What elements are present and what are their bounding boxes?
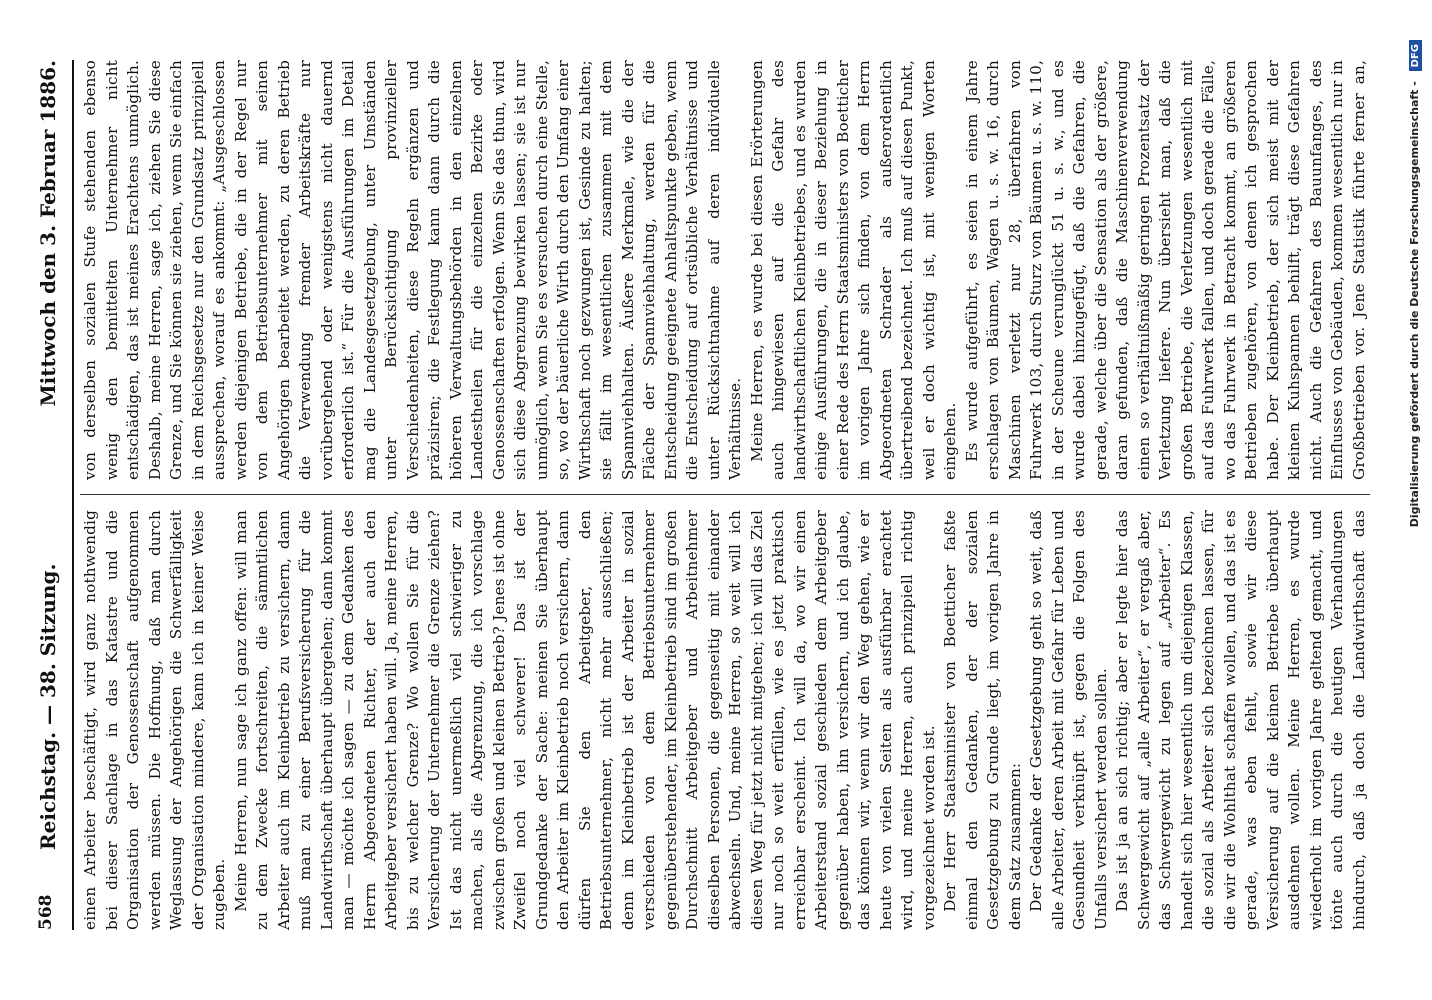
paragraph: Der Herr Staatsminister von Boetticher faßte einmal den Gedanken, der der sozialen Gesetzgebung zu Grunde liegt, im vorigen Jahre in dem Satz zusammen:	[941, 510, 1024, 930]
paragraph: Meine Herren, nun sage ich ganz offen: will man zu dem Zwecke fortschreiten, die sämmtlichen Arbeiter auch im Kleinbetrieb zu versichern, dann muß man zu einer Berufsversicherung für die Landwirthschaft überhaupt übergehen; dann kommt man — möchte ich sagen — zu dem Gedanken des Herrn Abgeordneten Richter, der auch den Arbeitgeber versichert haben will. Ja, meine Herren, bis zu welcher Grenze? Wo wollen Sie für die Versicherung der Unternehmer die Grenze ziehen? Ist das nicht unermeßlich viel schwieriger zu machen, als die Abgrenzung, die ich vorschlage zwischen großen und kleinen Betrieb? Jenes ist ohne Zweifel noch viel schwerer! Das ist der Grundgedanke der Sache: meinen Sie überhaupt den Arbeiter im Kleinbetrieb noch versichern, dann dürfen Sie den Arbeitgeber, den Betriebsunternehmer, nicht mehr ausschließen; denn im Kleinbetrieb ist der Arbeiter in sozial verschieden von dem Betriebsunternehmer gegenüberstehender, im Kleinbetrieb sind im großen Durchschnitt Arbeitgeber und Arbeitnehmer dieselben Personen, die gegenseitig mit einander abwechseln. Und, meine Herren, so weit will ich diesen Weg für jetzt nicht mitgehen; ich will das Ziel nur noch so weit erfüllen, wie es jetzt praktisch erreichbar erscheint. Ich will da, wo wir einen Arbeiterstand sozial geschieden dem Arbeitgeber gegenüber haben, ihn versichern, und ich glaube, das können wir, wenn wir den Weg gehen, wie er heute von vielen Seiten als ausführbar erachtet wird, und meine Herren, auch prinzipiell richtig vorgezeichnet worden ist.	[231, 510, 938, 930]
digitization-stamp	[1400, 0, 1432, 1000]
right-column	[80, 60, 1370, 480]
paragraph: von derselben sozialen Stufe stehenden ebenso wenig den bemittelten Unternehmer nicht entschädigen, das ist meines Erachtens unmöglich. Deshalb, meine Herren, sage ich, ziehen Sie diese Grenze, und Sie können sie ziehen, wenn Sie einfach in dem Reichsgesetze nur den Grundsatz prinzipiell aussprechen, worauf es ankommt: „Ausgeschlossen werden diejenigen Betriebe, die in der Regel nur von dem Betriebsunternehmer mit seinen Angehörigen bearbeitet werden, zu deren Betrieb die Verwendung fremder Arbeitskräfte nur vorübergehend oder wenigstens nicht dauernd erforderlich ist.“ Für die Ausführungen im Detail mag die Landesgesetzgebung, unter Umständen unter Berücksichtigung provinzieller Verschiedenheiten, diese Regeln ergänzen und präzisiren; die Festlegung kann dann durch die höheren Verwaltungsbehörden in den einzelnen Landestheilen für die einzelnen Bezirke oder Genossenschaften erfolgen. Wenn Sie das thun, wird sich diese Abgrenzung bewirken lassen; sie ist nur unmöglich, wenn Sie es versuchen durch eine Stelle, so, wo der bäuerliche Wirth durch den Umfang einer Wirthschaft noch gezwungen ist, Gesinde zu halten; sie fällt im wesentlichen zusammen mit dem Spannviehhalten. Äußere Merkmale, wie die der Fläche der Spannviehhaltung, werden für die Entscheidung geeignete Anhaltspunkte geben, wenn die Entscheidung auf ortsübliche Verhältnisse und unter Rücksichtnahme auf deren individuelle Verhältnisse.	[81, 60, 744, 480]
page-number: 568	[36, 894, 56, 930]
left-column	[80, 510, 1370, 930]
paragraph: Meine Herren, es wurde bei diesen Erörterungen auch hingewiesen auf die Gefahr des landwirthschaftlichen Kleinbetriebes, und es wurden einige Ausführungen, die in dieser Beziehung in einer Rede des Herrn Staatsministers von Boetticher im vorigen Jahre sich finden, von dem Herrn Abgeordneten Schrader als außerordentlich übertreibend bezeichnet. Ich muß auf diesen Punkt, weil er doch wichtig ist, mit wenigen Worten eingehen.	[747, 60, 959, 480]
stamp-text: Digitalisierung gefördert durch die Deutsche Forschungsgemeinschaft -	[1408, 81, 1421, 528]
paragraph: einen Arbeiter beschäftigt, wird ganz nothwendig bei dieser Sachlage in das Katastre und die Organisation der Genossenschaft aufgenommen werden müssen. Die Hoffnung, daß man durch Weglassung der Angehörigen die Schwerfälligkeit der Organisation mindere, kann ich in keiner Weise zugeben.	[81, 510, 228, 930]
dfg-logo: DFG	[1409, 40, 1422, 71]
quotation: Der Gedanke der Gesetzgebung geht so weit, daß alle Arbeiter, deren Arbeit mit Gefahr für Leben und Gesundheit verknüpft ist, gegen die Folgen des Unfalls versichert werden sollen.	[1027, 510, 1110, 930]
header-date: Mittwoch den 3. Februar 1886.	[36, 60, 60, 407]
running-header	[30, 60, 70, 930]
paragraph: Das ist ja an sich richtig; aber er legte hier das Schwergewicht auf „alle Arbeiter“, er vergaß aber, das Schwergewicht zu legen auf „Arbeiter“. Es handelt sich hier wesentlich um diejenigen Klassen, die sozial als Arbeiter sich bezeichnen lassen, für die wir die Wohlthat schaffen wollen, und das ist es gerade, was eben fehlt, sowie wir diese Versicherung auf die kleinen Betriebe überhaupt ausdehnen wollen. Meine Herren, es wurde wiederholt im vorigen Jahre geltend gemacht, und tönte auch durch die heutigen Verhandlungen hindurch, daß ja doch die Landwirthschaft das	[1113, 510, 1368, 930]
column-divider	[80, 494, 1370, 495]
stamp-text-wrapper	[1408, 0, 1432, 1000]
paragraph: Es wurde aufgeführt, es seien in einem Jahre erschlagen von Bäumen, Wagen u. s. w. 16, durch Maschinen verletzt nur 28, überfahren von Fuhrwerk 103, durch Sturz von Bäumen u. s. w. 110, in der Scheune verunglückt 51 u. s. w., und es wurde dabei hinzugefügt, daß die Gefahren, die gerade, welche über die Sensation als der größere, daran gefunden, daß die Maschinenverwendung einen so verhältnißmäßig geringen Prozentsatz der Verletzung liefere. Nun übersieht man, daß die großen Betriebe, die Verletzungen wesentlich mit auf das Fuhrwerk fallen, und doch gerade die Fälle, wo das Fuhrwerk in Betracht kommt, an größeren Betrieben zugehören, von denen ich gesprochen habe. Der Kleinbetrieb, der sich meist mit der kleinen Kuhspannen behilft, trägt diese Gefahren nicht. Auch die Gefahren des Bauunfanges, des Einflusses von Gebäuden, kommen wesentlich nur in Großbetrieben vor. Jene Statistik führte ferner an,	[962, 60, 1368, 480]
header-rule	[72, 60, 74, 930]
header-session: Reichstag. — 38. Sitzung.	[36, 563, 60, 850]
